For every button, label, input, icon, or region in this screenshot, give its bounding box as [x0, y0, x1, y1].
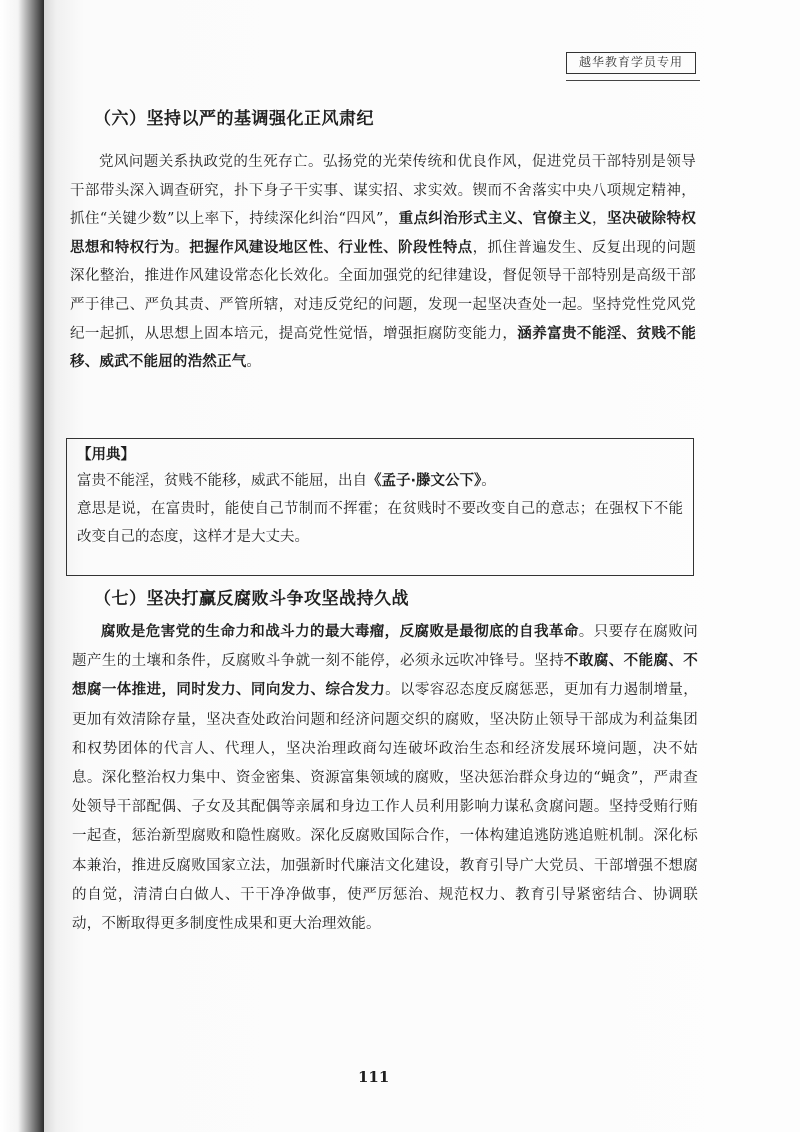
body-text: ，: [592, 211, 607, 228]
emphasis-text: 不敢腐、不能腐、不想腐一体推进，同时发力、同向发力、综合发力: [72, 653, 698, 699]
section-7-paragraph: [72, 618, 698, 939]
header-rule: [566, 80, 700, 81]
allusion-meaning: 意思是说，在富贵时，能使自己节制而不挥霍；在贫贱时不要改变自己的意志；在强权下不能改变自己的态度，这样才是大丈夫。: [77, 501, 683, 545]
emphasis-text: 重点纠治形式主义、官僚主义: [398, 211, 593, 228]
body-text: 。: [246, 354, 262, 371]
allusion-line-source: [77, 467, 683, 495]
allusion-quote: 富贵不能淫，贫贱不能移，威武不能屈，出自: [77, 473, 367, 489]
emphasis-text: 把握作风建设地区性、行业性、阶段性特点: [189, 239, 473, 256]
section-6-paragraph: [70, 148, 696, 377]
body-text: ，抓住普遍发生、反复出现的问题深化整治，推进作风建设常态化长效化。全面加强党的纪律建设，督促领导干部特别是高级干部严于律己、严负其责、严管所辖，对违反党纪的问题，发现一起坚决查处一起。坚持党性党风党纪一起抓，从思想上固本培元，提高党性觉悟，增强拒腐防变能力，: [70, 239, 697, 342]
allusion-title: 【用典】: [77, 447, 135, 463]
emphasis-text: 腐败是危害党的生命力和战斗力的最大毒瘤，反腐败是最彻底的自我革命: [101, 624, 579, 640]
allusion-source: 《孟子·滕文公下》: [367, 473, 482, 489]
section-heading-7: （七）坚决打赢反腐败斗争攻坚战持久战: [94, 589, 409, 609]
emphasis-text: 涵养富贵不能淫、贫贱不能移、威武不能屈的浩然正气: [70, 325, 697, 371]
allusion-period: 。: [481, 473, 496, 489]
emphasis-text: 坚决破除特权思想和特权行为: [70, 211, 697, 256]
section-heading-6: （六）坚持以严的基调强化正风肃纪: [94, 109, 374, 129]
header-tag: 越华教育学员专用: [566, 52, 696, 74]
body-text: 。只要存在腐败问题产生的土壤和条件，反腐败斗争就一刻不能停，必须永远吹冲锋号。坚持: [72, 624, 698, 670]
body-text: 。: [174, 239, 190, 256]
book-spine-shadow: [0, 0, 44, 1132]
body-text: 党风问题关系执政党的生死存亡。弘扬党的光荣传统和优良作风，促进党员干部特别是领导干部带头深入调查研究，扑下身子干实事、谋实招、求实效。锲而不舍落实中央八项规定精神，抓住“关键少数”以上率下，持续深化纠治“四风”，: [70, 154, 696, 228]
page-number: 111: [358, 1068, 390, 1086]
allusion-box: [66, 438, 694, 576]
body-text: 。以零容忍态度反腐惩恶，更加有力遏制增量，更加有效清除存量，坚决查处政治问题和经济问题交织的腐败，坚决防止领导干部成为利益集团和权势团体的代言人、代理人，坚决治理政商勾连破坏政治生态和经济发展环境问题，决不姑息。深化整治权力集中、资金密集、资源富集领域的腐败，坚决惩治群众身边的“蝇贪”，严肃查处领导干部配偶、子女及其配偶等亲属和身边工作人员利用影响力谋私贪腐问题。坚持受贿行贿一起查，惩治新型腐败和隐性腐败。深化反腐败国际合作，一体构建追逃防逃追赃机制。深化标本兼治，推进反腐败国家立法，加强新时代廉洁文化建设，教育引导广大党员、干部增强不想腐的自觉，清清白白做人、干干净净做事，使严厉惩治、规范权力、教育引导紧密结合、协调联动，不断取得更多制度性成果和更大治理效能。: [72, 682, 698, 933]
